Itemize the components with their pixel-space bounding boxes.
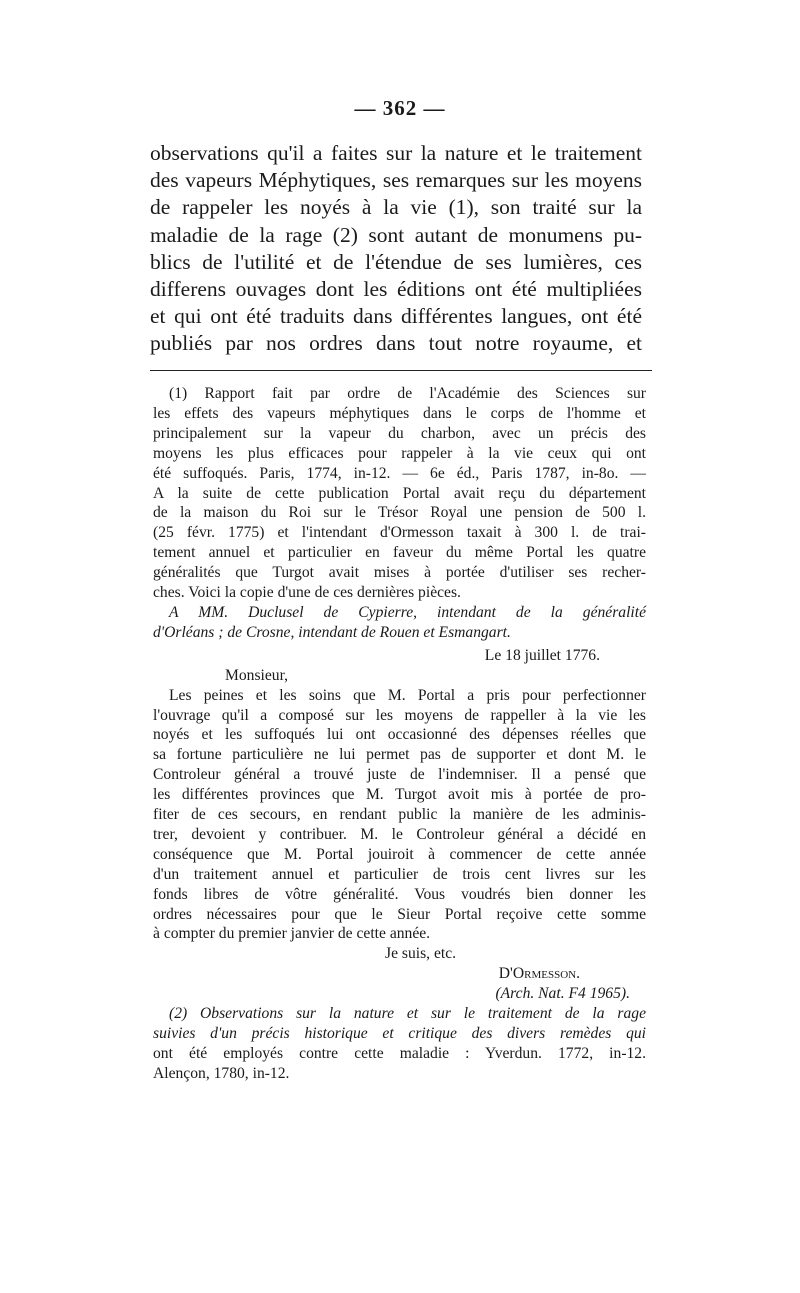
footnote-line: été suffoqués. Paris, 1774, in-12. — 6e éd., Paris 1787, in-8o. — — [153, 464, 646, 482]
footnote-line: Alençon, 1780, in-12. — [153, 1064, 290, 1082]
footnote-line: (25 févr. 1775) et l'intendant d'Ormesson taxait à 300 l. de trai- — [153, 524, 646, 542]
footnote-line: tement annuel et particulier en faveur du même Portal les quatre — [153, 544, 646, 562]
footnote-line: A la suite de cette publication Portal avait reçu du département — [153, 484, 646, 502]
letter-line: noyés et les suffoqués lui ont occasionné des dépenses réelles que — [153, 726, 646, 744]
letter-address: d'Orléans ; de Crosne, intendant de Rouen et Esmangart. — [153, 623, 511, 641]
letter-line: Controleur général a trouvé juste de l'indemniser. Il a pensé que — [153, 766, 646, 784]
archive-reference: (Arch. Nat. F4 1965). — [495, 985, 630, 1003]
page-number: — 362 — — [354, 96, 446, 120]
footnote-line: (2) Observations sur la nature et sur le traitement de la rage — [169, 1005, 646, 1023]
letter-line: fonds libres de vôtre généralité. Vous voudrés bien donner les — [153, 885, 646, 903]
letter-line: sa fortune particulière ne lui permet pas de supporter et dont M. le — [153, 746, 646, 764]
footnote-line: suivies d'un précis historique et critique des divers remèdes qui — [153, 1025, 646, 1042]
main-text-line: maladie de la rage (2) sont autant de monumens pu- — [150, 222, 642, 247]
main-text-line: blics de l'utilité et de l'étendue de ses lumières, ces — [150, 249, 642, 274]
footnote-line: ches. Voici la copie d'une de ces dernières pièces. — [153, 584, 461, 602]
footnote-line: généralités que Turgot avait mises à portée d'utiliser ses recher- — [153, 564, 646, 582]
footnote-line: les effets des vapeurs méphytiques dans le corps de l'homme et — [153, 404, 646, 422]
main-text-line: publiés par nos ordres dans tout notre royaume, et — [150, 331, 642, 356]
main-text — [150, 140, 642, 358]
footnote-line: moyens les plus efficaces pour rappeler à la vie ceux qui ont — [153, 444, 646, 462]
main-text-line: et qui ont été traduits dans différentes langues, ont été — [150, 304, 642, 329]
main-text-line: differens ouvages dont les éditions ont été multipliées — [150, 277, 642, 302]
footnote-line: de la maison du Roi sur le Trésor Royal une pension de 500 l. — [153, 504, 646, 522]
footnote-divider — [150, 370, 652, 371]
footnote-1 — [153, 384, 646, 1004]
footnote-line: principalement sur la vapeur du charbon, avec un précis des — [153, 424, 646, 442]
letter-line: à compter du premier janvier de cette année. — [153, 925, 431, 943]
letter-line: les différentes provinces que M. Turgot avoit mis à portée de pro- — [153, 786, 646, 804]
letter-salutation: Monsieur, — [225, 666, 289, 684]
letter-line: conséquence que M. Portal jouiroit à commencer de cette année — [153, 845, 646, 863]
letter-line: l'ouvrage qu'il a composé sur les moyens de rappeller à la vie les — [153, 706, 646, 724]
letter-address: A MM. Duclusel de Cypierre, intendant de la généralité — [169, 603, 646, 621]
letter-closing: Je suis, etc. — [385, 945, 457, 963]
letter-line: fiter de ces secours, en rendant public la manière de les adminis- — [153, 806, 646, 824]
letter-line: trer, devoient y contribuer. M. le Controleur général a décidé en — [153, 825, 646, 843]
footnotes — [153, 384, 646, 1084]
main-text-line: observations qu'il a faites sur la nature et le traitement — [150, 141, 642, 165]
main-text-line: des vapeurs Méphytiques, ses remarques sur les moyens — [150, 168, 642, 193]
letter-line: ordres nécessaires pour que le Sieur Portal reçoive cette somme — [153, 905, 646, 923]
letter-line: d'un traitement annuel et particulier de trois cent livres sur les — [153, 865, 646, 883]
footnote-line: ont été employés contre cette maladie : Yverdun. 1772, in-12. — [153, 1044, 646, 1062]
letter-signature: D'Ormesson. — [498, 965, 580, 983]
main-text-line: de rappeler les noyés à la vie (1), son traité sur la — [150, 195, 642, 220]
footnote-2 — [153, 1004, 646, 1084]
letter-date: Le 18 juillet 1776. — [484, 646, 600, 664]
letter-line: Les peines et les soins que M. Portal a pris pour perfectionner — [169, 686, 646, 704]
footnote-line: (1) Rapport fait par ordre de l'Académie des Sciences sur — [169, 385, 646, 402]
